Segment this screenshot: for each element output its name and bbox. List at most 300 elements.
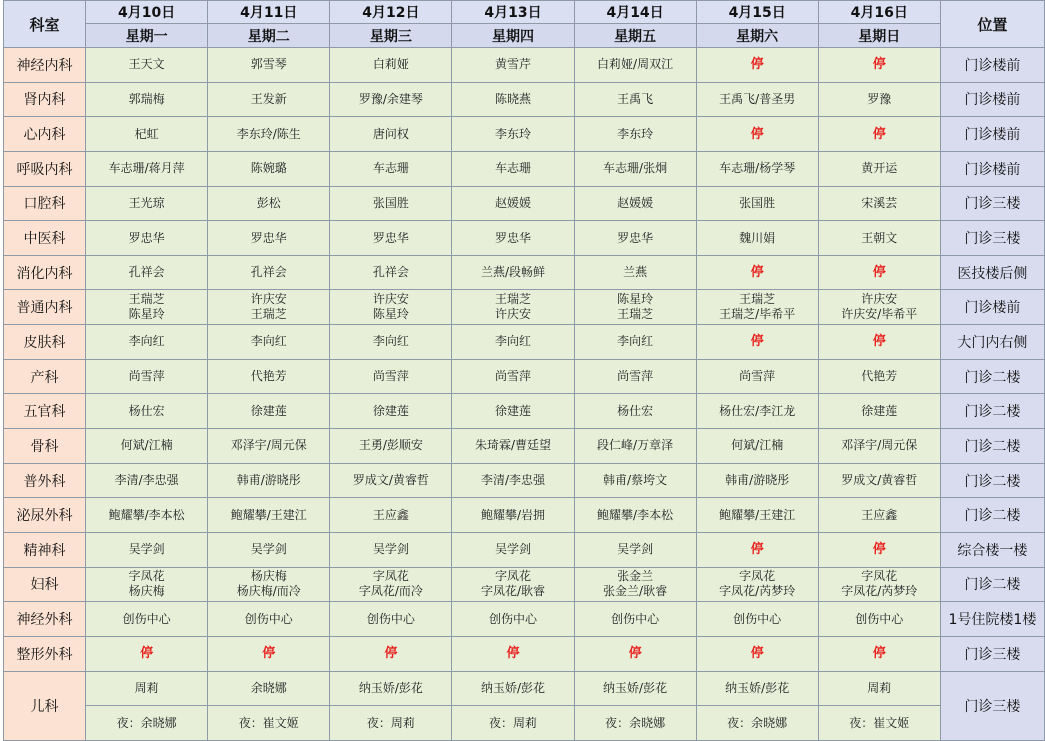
doctor-name: 尚雪萍 [128,369,165,384]
duty-cell [330,151,452,186]
duty-cell [818,636,940,671]
doctor-name: 赵媛媛 [617,195,654,210]
location-cell: 医技楼后侧 [940,255,1044,290]
duty-cell [452,255,574,290]
doctor-name: 张金兰/耿睿 [603,584,668,599]
doctor-name: 罗成文/黄睿哲 [841,473,918,487]
duty-cell [696,290,818,325]
duty-cell [86,186,208,221]
doctor-name: 尚雪萍 [372,369,409,384]
date-header: 4月13日 [452,1,574,24]
doctor-name: 唐问权 [372,126,409,141]
doctor-name: 魏川娟 [739,230,776,245]
department-name: 中医科 [4,221,86,256]
doctor-name: 许庆安/毕希平 [841,307,918,322]
doctor-name: 杞虹 [134,126,159,141]
duty-cell [208,290,330,325]
duty-cell [208,82,330,117]
doctor-name: 字凤花/芮梦玲 [841,584,918,599]
duty-cell [452,325,574,360]
duty-cell [86,636,208,671]
duty-cell [452,394,574,429]
duty-cell [330,117,452,152]
duty-cell [330,186,452,221]
duty-cell [696,359,818,394]
table-row [4,359,1045,394]
table-row [4,221,1045,256]
duty-cell [574,151,696,186]
doctor-name: 杨仕宏/李江龙 [719,403,796,418]
location-cell: 门诊三楼 [940,221,1044,256]
duty-cell [818,498,940,533]
doctor-name: 罗忠华 [128,230,165,245]
doctor-name: 杨庆梅/而冷 [236,584,301,599]
doctor-name: 鲍耀攀/李本松 [108,507,185,522]
duty-cell [452,567,574,602]
night-duty-cell: 夜：崔文姬 [208,706,330,741]
weekday-header-row [4,24,1045,48]
duty-cell [330,394,452,429]
doctor-name: 许庆安 [494,307,531,322]
doctor-name: 孔祥会 [250,265,287,280]
doctor-name: 创伤中心 [611,611,660,626]
doctor-name: 李清/李忠强 [114,473,179,487]
doctor-name: 车志珊/杨学琴 [719,161,796,176]
duty-cell [574,498,696,533]
duty-cell [86,48,208,83]
doctor-name: 王光琼 [128,195,165,210]
location-cell: 门诊二楼 [940,498,1044,533]
duty-cell [208,255,330,290]
table-row [4,706,1045,741]
doctor-name: 杨仕宏 [617,403,654,418]
doctor-name: 鲍耀攀/王建江 [230,507,307,522]
doctor-name: 字凤花/而冷 [358,584,423,599]
duty-cell [574,532,696,567]
doctor-name: 创伤中心 [855,611,904,626]
duty-cell [208,394,330,429]
night-duty-cell: 夜：余晓娜 [696,706,818,741]
doctor-name: 韩甫/游晓彤 [236,473,301,487]
duty-cell [574,325,696,360]
doctor-name: 创伤中心 [244,611,293,626]
doctor-name: 罗豫/余建琴 [358,91,423,106]
table-row [4,117,1045,152]
doctor-name: 陈星玲 [617,292,654,307]
doctor-name: 车志珊 [372,161,409,176]
duty-cell [452,463,574,498]
duty-cell [574,359,696,394]
table-row [4,463,1045,498]
doctor-name: 何斌/江楠 [731,438,784,453]
doctor-name: 韩甫/游晓彤 [725,473,790,487]
duty-cell [818,325,940,360]
doctor-name: 李向红 [494,334,531,349]
duty-cell [330,463,452,498]
duty-cell [208,429,330,464]
doctor-name: 陈星玲 [128,307,165,322]
department-name: 消化内科 [4,255,86,290]
location-cell: 门诊楼前 [940,48,1044,83]
duty-cell [86,151,208,186]
doctor-name: 字凤花/芮梦玲 [719,584,796,599]
duty-cell [208,221,330,256]
duty-cell [330,221,452,256]
day-duty-cell: 纳玉娇/彭花 [696,671,818,706]
doctor-name: 停 [872,57,886,73]
doctor-name: 孔祥会 [128,265,165,280]
doctor-name: 字凤花 [861,569,898,584]
department-name: 普通内科 [4,290,86,325]
location-cell: 综合楼一楼 [940,532,1044,567]
table-row [4,498,1045,533]
date-header: 4月14日 [574,1,696,24]
duty-cell [696,255,818,290]
department-name: 神经外科 [4,602,86,637]
department-name: 五官科 [4,394,86,429]
doctor-name: 尚雪萍 [494,369,531,384]
location-cell: 门诊二楼 [940,394,1044,429]
doctor-name: 王勇/彭顺安 [358,438,423,453]
table-row [4,636,1045,671]
doctor-name: 王朝文 [861,230,898,245]
doctor-name: 车志珊/蒋月萍 [108,161,185,176]
duty-cell [696,117,818,152]
doctor-name: 徐建莲 [250,403,287,418]
doctor-name: 字凤花 [128,569,165,584]
doctor-name: 兰燕/段畅鲜 [480,265,545,280]
doctor-name: 吴学剑 [617,542,654,557]
doctor-name: 停 [750,265,764,281]
duty-cell [818,290,940,325]
doctor-name: 陈晓燕 [494,91,531,106]
duty-cell [574,290,696,325]
department-name: 皮肤科 [4,325,86,360]
duty-cell [208,532,330,567]
weekday-header: 星期二 [208,24,330,48]
doctor-name: 罗忠华 [372,230,409,245]
location-header: 位置 [940,1,1044,48]
doctor-name: 车志珊/张炯 [603,161,668,176]
date-header-row [4,1,1045,24]
duty-cell [696,463,818,498]
table-row [4,325,1045,360]
duty-cell [208,48,330,83]
doctor-name: 王瑞芝 [739,292,776,307]
duty-cell [818,151,940,186]
doctor-name: 王应鑫 [861,507,898,522]
doctor-name: 停 [872,265,886,281]
table-row [4,186,1045,221]
date-header: 4月10日 [86,1,208,24]
department-name: 心内科 [4,117,86,152]
doctor-name: 停 [384,646,398,662]
doctor-name: 吴学剑 [372,542,409,557]
weekday-header: 星期日 [818,24,940,48]
doctor-name: 王瑞芝 [494,292,531,307]
duty-cell [696,221,818,256]
doctor-name: 王瑞芝 [617,307,654,322]
duty-cell [574,567,696,602]
doctor-name: 王天文 [128,57,165,72]
duty-cell [86,325,208,360]
table-row [4,151,1045,186]
doctor-name: 王禹飞 [617,91,654,106]
duty-cell [452,221,574,256]
table-row [4,671,1045,706]
doctor-name: 停 [872,126,886,142]
day-duty-cell: 纳玉娇/彭花 [574,671,696,706]
location-cell: 门诊三楼 [940,636,1044,671]
day-duty-cell: 周莉 [86,671,208,706]
doctor-name: 赵媛媛 [494,195,531,210]
duty-cell [208,117,330,152]
duty-cell [208,636,330,671]
department-name: 妇科 [4,567,86,602]
day-duty-cell: 余晓娜 [208,671,330,706]
doctor-name: 鲍耀攀/李本松 [597,507,674,522]
doctor-name: 李东玲 [494,126,531,141]
duty-cell [696,532,818,567]
table-row [4,48,1045,83]
department-name: 呼吸内科 [4,151,86,186]
doctor-name: 创伤中心 [366,611,415,626]
duty-cell [818,463,940,498]
weekday-header: 星期五 [574,24,696,48]
duty-cell [330,429,452,464]
duty-cell [208,325,330,360]
duty-cell [452,186,574,221]
doctor-name: 代艳芳 [250,369,287,384]
doctor-name: 吴学剑 [128,542,165,557]
doctor-name: 孔祥会 [372,265,409,280]
doctor-name: 李东玲/陈生 [236,126,301,141]
location-cell: 门诊楼前 [940,82,1044,117]
duty-cell [452,151,574,186]
doctor-name: 李向红 [617,334,654,349]
doctor-name: 张国胜 [372,195,409,210]
duty-cell [452,636,574,671]
duty-cell [86,429,208,464]
duty-cell [574,463,696,498]
duty-cell [696,82,818,117]
location-cell: 大门内右侧 [940,325,1044,360]
duty-cell [696,636,818,671]
duty-cell [208,359,330,394]
duty-cell [86,567,208,602]
doctor-name: 鲍耀攀/岩拥 [480,507,545,522]
doctor-name: 尚雪萍 [739,369,776,384]
duty-cell [330,567,452,602]
duty-cell [452,48,574,83]
duty-cell [208,498,330,533]
duty-cell [696,567,818,602]
doctor-name: 停 [872,334,886,350]
doctor-name: 兰燕 [623,265,648,280]
date-header: 4月11日 [208,1,330,24]
duty-cell [330,325,452,360]
table-row [4,602,1045,637]
night-duty-cell: 夜：余晓娜 [574,706,696,741]
doctor-name: 鲍耀攀/王建江 [719,507,796,522]
doctor-name: 吴学剑 [250,542,287,557]
doctor-name: 车志珊 [494,161,531,176]
night-duty-cell: 夜：崔文姬 [818,706,940,741]
duty-cell [208,151,330,186]
doctor-name: 创伤中心 [122,611,171,626]
date-header: 4月15日 [696,1,818,24]
duty-cell [696,498,818,533]
duty-cell [452,117,574,152]
duty-cell [818,602,940,637]
duty-cell [330,82,452,117]
duty-cell [86,532,208,567]
location-cell: 门诊楼前 [940,290,1044,325]
doctor-name: 创伤中心 [733,611,782,626]
table-row [4,532,1045,567]
duty-cell [330,48,452,83]
doctor-name: 停 [750,126,764,142]
day-duty-cell: 周莉 [818,671,940,706]
doctor-name: 王瑞芝 [250,307,287,322]
duty-cell [208,186,330,221]
night-duty-cell: 夜：周莉 [452,706,574,741]
duty-cell [818,567,940,602]
date-header: 4月16日 [818,1,940,24]
duty-cell [208,463,330,498]
duty-cell [86,117,208,152]
table-row [4,255,1045,290]
duty-cell [574,636,696,671]
doctor-name: 停 [872,542,886,558]
doctor-name: 邓泽宇/周元保 [230,438,307,453]
doctor-name: 字凤花 [372,569,409,584]
duty-cell [86,498,208,533]
duty-cell [574,82,696,117]
duty-cell [330,602,452,637]
duty-cell [208,567,330,602]
doctor-name: 李清/李忠强 [480,473,545,487]
duty-cell [818,359,940,394]
duty-cell [696,394,818,429]
duty-cell [330,498,452,533]
duty-cell [452,359,574,394]
duty-cell [330,290,452,325]
location-cell: 门诊二楼 [940,463,1044,498]
duty-cell [574,429,696,464]
date-header: 4月12日 [330,1,452,24]
duty-cell [86,463,208,498]
duty-cell [818,221,940,256]
doctor-name: 王瑞芝 [128,292,165,307]
location-cell: 门诊楼前 [940,151,1044,186]
department-name: 泌尿外科 [4,498,86,533]
doctor-name: 停 [628,646,642,662]
duty-cell [696,429,818,464]
doctor-name: 白莉娅/周双江 [597,57,674,72]
doctor-name: 停 [872,646,886,662]
doctor-name: 罗忠华 [494,230,531,245]
doctor-name: 杨仕宏 [128,403,165,418]
duty-cell [330,359,452,394]
duty-cell [574,221,696,256]
doctor-name: 罗豫 [867,91,892,106]
duty-cell [574,117,696,152]
weekday-header: 星期一 [86,24,208,48]
doctor-name: 罗成文/黄睿哲 [352,473,429,487]
doctor-name: 停 [750,542,764,558]
doctor-name: 彭松 [256,195,281,210]
duty-cell [818,186,940,221]
doctor-name: 李向红 [128,334,165,349]
doctor-name: 王瑞芝/毕希平 [719,307,796,322]
night-duty-cell: 夜：周莉 [330,706,452,741]
table-row [4,82,1045,117]
doctor-name: 停 [262,646,276,662]
doctor-name: 韩甫/蔡垮文 [603,473,668,487]
duty-cell [86,394,208,429]
doctor-name: 陈婉璐 [250,161,287,176]
duty-cell [818,48,940,83]
department-name: 骨科 [4,429,86,464]
duty-cell [818,429,940,464]
doctor-name: 停 [750,646,764,662]
duty-cell [86,359,208,394]
location-cell: 门诊楼前 [940,117,1044,152]
doctor-name: 尚雪萍 [617,369,654,384]
department-name: 精神科 [4,532,86,567]
doctor-name: 许庆安 [250,292,287,307]
doctor-name: 罗忠华 [250,230,287,245]
doctor-name: 王禹飞/普圣男 [719,91,796,106]
duty-cell [452,498,574,533]
duty-cell [574,255,696,290]
night-duty-cell: 夜：余晓娜 [86,706,208,741]
doctor-name: 郭瑞梅 [128,91,165,106]
department-name: 普外科 [4,463,86,498]
doctor-name: 黄开运 [861,161,898,176]
doctor-name: 字凤花 [739,569,776,584]
location-cell: 门诊二楼 [940,359,1044,394]
duty-cell [696,325,818,360]
duty-schedule-table [3,0,1045,741]
department-name: 口腔科 [4,186,86,221]
doctor-name: 张金兰 [617,569,654,584]
doctor-name: 何斌/江楠 [120,438,173,453]
doctor-name: 王发新 [250,91,287,106]
location-cell: 1号住院楼1楼 [940,602,1044,637]
doctor-name: 徐建莲 [861,403,898,418]
duty-cell [696,186,818,221]
doctor-name: 陈星玲 [372,307,409,322]
location-cell: 门诊三楼 [940,671,1044,740]
doctor-name: 停 [750,334,764,350]
doctor-name: 张国胜 [739,195,776,210]
duty-cell [86,290,208,325]
doctor-name: 段仁峰/万章泽 [597,438,674,453]
duty-cell [818,117,940,152]
duty-cell [574,48,696,83]
department-name: 儿科 [4,671,86,740]
doctor-name: 字凤花/耿睿 [480,584,545,599]
doctor-name: 创伤中心 [488,611,537,626]
weekday-header: 星期四 [452,24,574,48]
duty-cell [696,602,818,637]
duty-cell [330,636,452,671]
duty-cell [818,255,940,290]
table-row [4,290,1045,325]
doctor-name: 字凤花 [494,569,531,584]
